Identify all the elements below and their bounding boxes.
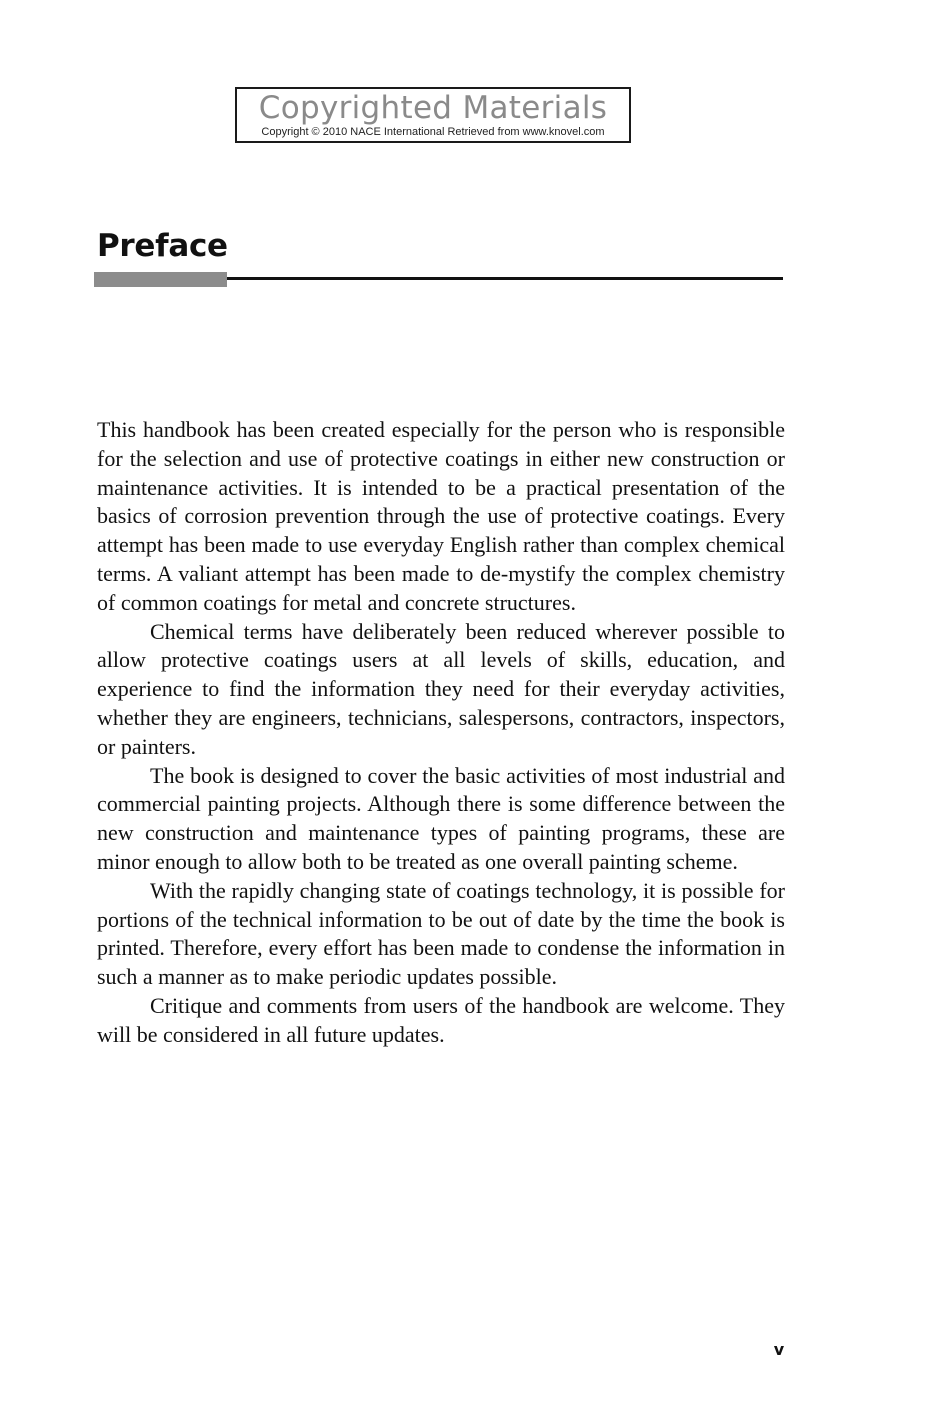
watermark-title: Copyrighted Materials [258, 90, 608, 126]
copyright-watermark [235, 87, 631, 143]
paragraph-5: Critique and comments from users of the handbook are welcome. They will be considered in all future updates. [97, 992, 785, 1047]
heading-rule-line [227, 277, 783, 280]
paragraph-2: Chemical terms have deliberately been reduced wherever possible to allow protective coatings users at all levels of skills, education, and experience to find the information they need for their everyday activities, whether they are engineers, technicians, salespersons, contractors, inspectors, or painters. [97, 618, 785, 759]
page-title: Preface [97, 228, 228, 264]
page-number: v [773, 1340, 785, 1359]
paragraph-1: This handbook has been created especially for the person who is responsible for the selection and use of protective coatings in either new construction or maintenance activities. It is intended to be a practical presentation of the basics of corrosion prevention through the use of protective coatings. Every attempt has been made to use everyday English rather than complex chemical terms. A valiant attempt has been made to de-mystify the complex chemistry of common coatings for metal and concrete structures. [97, 417, 785, 615]
watermark-copyright-line: Copyright © 2010 NACE International Retrieved from www.knovel.com [261, 126, 605, 138]
paragraph-4: With the rapidly changing state of coatings technology, it is possible for portions of the technical information to be out of date by the time the book is printed. Therefore, every effort has been made to condense the information in such a manner as to make periodic updates possible. [97, 877, 785, 990]
heading-rule-accent [94, 272, 227, 287]
preface-body [97, 416, 785, 1050]
paragraph-3: The book is designed to cover the basic activities of most industrial and commercial painting projects. Although there is some difference between the new construction and maintenance types of painting programs, these are minor enough to allow both to be treated as one overall painting scheme. [97, 762, 785, 874]
